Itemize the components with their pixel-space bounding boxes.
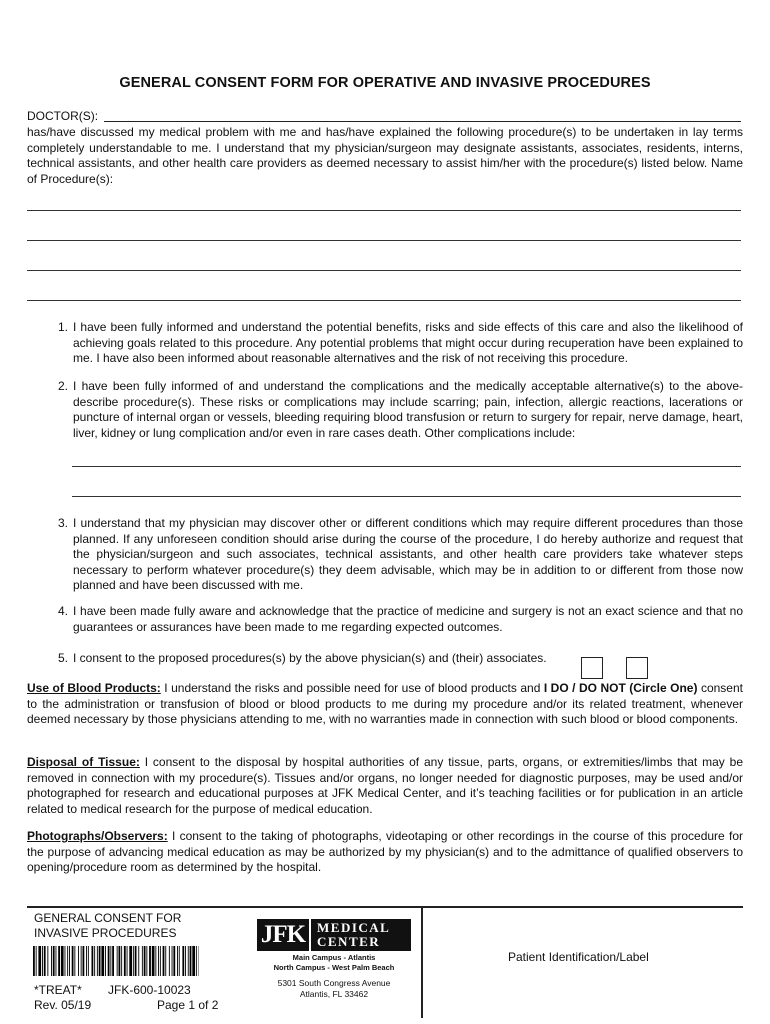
- i-do-not-checkbox[interactable]: [626, 657, 648, 679]
- procedure-line-3[interactable]: [27, 270, 741, 271]
- logo-medical-center: [309, 919, 411, 951]
- blood-text-2: consent to the administration or transfusion of blood or blood products to me during my procedure and/or its related treatment, whenever deemed necessary by those physicians attending to me, with no warranties made in connection with such blood or blood components.: [27, 681, 743, 726]
- blood-products-heading: Use of Blood Products:: [27, 681, 161, 695]
- logo-center: CENTER: [317, 934, 381, 949]
- footer-vertical-divider: [421, 908, 423, 1018]
- patient-label-area[interactable]: Patient Identification/Label: [508, 950, 649, 964]
- item-number: 2.: [57, 379, 68, 393]
- footer-divider: [27, 906, 743, 908]
- logo-medical: MEDICAL: [317, 920, 391, 935]
- consent-item-4: [48, 604, 743, 635]
- item-text: I consent to the proposed procedures(s) by the above physician(s) and (their) associates.: [73, 651, 547, 665]
- form-number: JFK-600-10023: [108, 983, 191, 997]
- complications-line-2[interactable]: [72, 496, 741, 497]
- hospital-address: [264, 978, 404, 1000]
- address-line-2: Atlantis, FL 33462: [299, 989, 369, 999]
- tissue-text: I consent to the disposal by hospital authorities of any tissue, parts, organs, or extremities/limbs that may be removed in connection with my procedure(s). Tissues and/or organs, no longer needed for diagnostic purposes, may be used and/or photographed for research and educational purposes at JFK Medical Center, and it’s teaching facilities or for publication in an article related to medical research for the purpose of medical education.: [27, 755, 744, 816]
- item-number: 3.: [57, 516, 68, 530]
- logo-jfk: JFK: [257, 919, 309, 951]
- logo-campus-main: Main Campus - Atlantis: [292, 953, 376, 962]
- treat-code: *TREAT*: [34, 983, 82, 997]
- blood-products-paragraph: [27, 681, 743, 728]
- item-text: I understand that my physician may discover other or different conditions which may require different procedures than those planned. If any unforeseen condition should arise during the course of the procedure, I do hereby authorize and request that the physician/surgeon and such associates, technical assistants, and other health care providers take whatever steps necessary to perform whatever procedure(s) they deem advisable, which may be in addition to or different from those now planned and have been discussed with me.: [73, 516, 743, 592]
- blood-text-1: I understand the risks and possible need for use of blood products and: [160, 681, 544, 695]
- jfk-medical-center-logo: [257, 919, 411, 973]
- revision-date: Rev. 05/19: [34, 998, 92, 1012]
- item-text: I have been made fully aware and acknowledge that the practice of medicine and surgery is not an exact science and that no guarantees or assurances have been made to me regarding expected outcomes.: [73, 604, 743, 634]
- consent-item-2: [48, 379, 743, 441]
- item-number: 1.: [57, 320, 68, 334]
- doctor-name-field[interactable]: [104, 121, 741, 122]
- form-name-line-1: GENERAL CONSENT FOR: [34, 911, 182, 925]
- doctor-label: DOCTOR(S):: [27, 109, 99, 123]
- page-number: Page 1 of 2: [157, 998, 219, 1012]
- logo-campus-north: North Campus - West Palm Beach: [273, 963, 395, 972]
- procedure-line-4[interactable]: [27, 300, 741, 301]
- complications-line-1[interactable]: [72, 466, 741, 467]
- consent-item-3: [48, 516, 743, 594]
- photographs-text: I consent to the taking of photographs, videotaping or other recordings in the course of this procedure for the purpose of advancing medical education as may be authorized by my physician(s) and to the admittance of qualified observers to opening/procedure room as determined by the hospital.: [27, 829, 743, 874]
- form-name-line-2: INVASIVE PROCEDURES: [34, 926, 177, 940]
- photographs-paragraph: [27, 829, 743, 876]
- barcode: [33, 946, 199, 976]
- form-title: GENERAL CONSENT FORM FOR OPERATIVE AND INVASIVE PROCEDURES: [119, 75, 651, 91]
- procedure-line-1[interactable]: [27, 210, 741, 211]
- tissue-paragraph: [27, 755, 743, 817]
- item-text: I have been fully informed of and understand the complications and the medically acceptable alternative(s) to the above-describe procedure(s). These risks or complications may include scarring; pain, infection, allergic reactions, lacerations or puncture of internal organ or vessels, bleeding requiring blood transfusion or return to surgery for repair, nerve damage, heart, liver, kidney or lung complication and/or even in rare cases death. Other complications include:: [73, 379, 743, 440]
- consent-item-1: [48, 320, 743, 367]
- item-number: 5.: [57, 651, 68, 665]
- item-text: I have been fully informed and understand the potential benefits, risks and side effects of this care and also the likelihood of achieving goals related to this procedure. Any potential problems that might occur during recuperation have been explained to me. I have also been informed about reasonable alternatives and the risk of not receiving this procedure.: [73, 320, 743, 365]
- procedure-line-2[interactable]: [27, 240, 741, 241]
- item-number: 4.: [57, 604, 68, 618]
- intro-paragraph: has/have discussed my medical problem with me and has/have explained the following procedure(s) to be undertaken in lay terms completely understandable to me. I understand that my physician/surgeon may designate assistants, associates, residents, interns, technical assistants, and other health care providers as deemed necessary to assist him/her with the procedure(s) listed below. Name of Procedure(s):: [27, 125, 743, 186]
- tissue-heading: Disposal of Tissue:: [27, 755, 140, 769]
- i-do-checkbox[interactable]: [581, 657, 603, 679]
- footer-form-name: [34, 911, 181, 941]
- photographs-heading: Photographs/Observers:: [27, 829, 168, 843]
- blood-choice: I DO / DO NOT (Circle One): [543, 681, 698, 695]
- address-line-1: 5301 South Congress Avenue: [277, 978, 391, 988]
